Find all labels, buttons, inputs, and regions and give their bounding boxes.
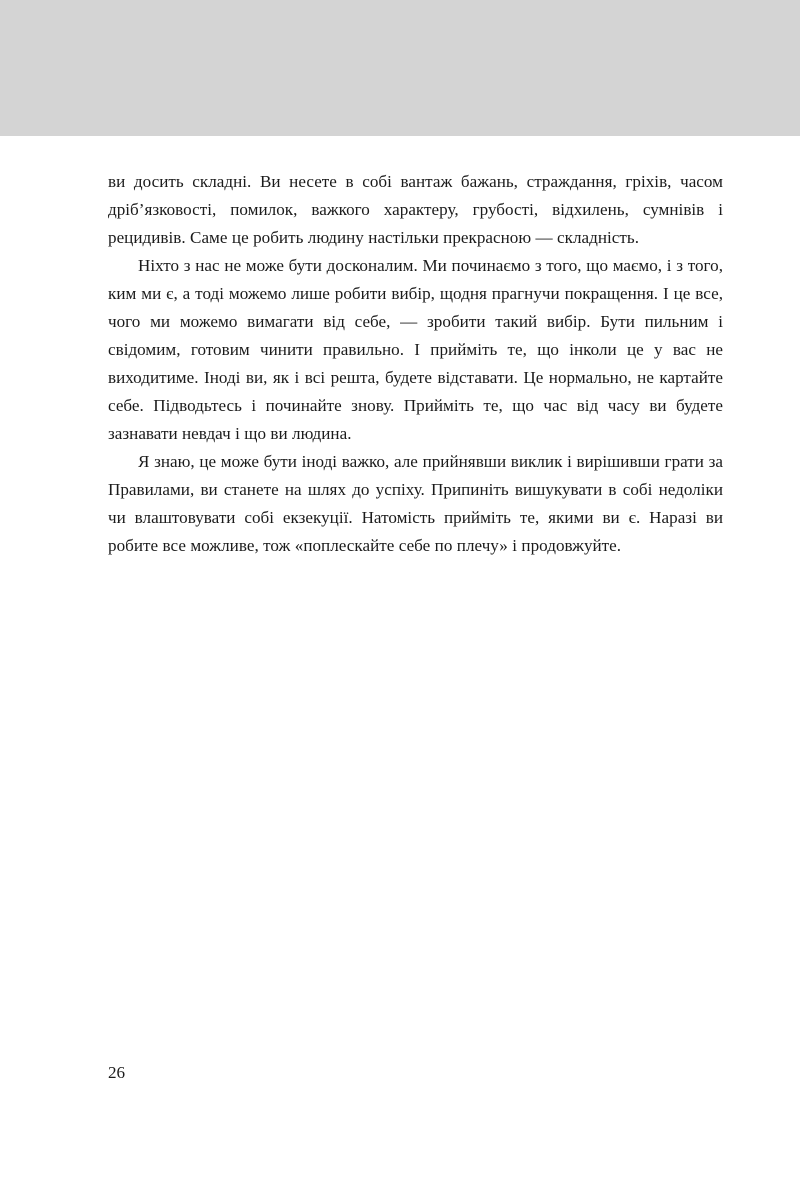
- page-top-gray-band: [0, 0, 800, 136]
- body-paragraph-1: ви досить складні. Ви несете в собі вантаж бажань, страждання, гріхів, часом дріб’язковості, помилок, важкого характеру, грубості, відхилень, сумнівів і рецидивів. Саме це робить людину настільки прекрасною — складність.: [108, 172, 723, 247]
- page-number: 26: [108, 1063, 126, 1082]
- body-paragraph-2: Ніхто з нас не може бути досконалим. Ми починаємо з того, що маємо, і з того, ким ми є, а тоді можемо лише робити вибір, щодня прагнучи покращення. І це все, чого ми можемо вимагати від себе, — зробити такий вибір. Бути пильним і свідомим, готовим чинити правильно. І прийміть те, що інколи це у вас не виходитиме. Іноді ви, як і всі решта, будете відставати. Це нормально, не картайте себе. Підводьтесь і починайте знову. Прийміть те, що час від часу ви будете зазнавати невдач і що ви людина.: [108, 256, 723, 443]
- body-paragraph-3: Я знаю, це може бути іноді важко, але прийнявши виклик і вирішивши грати за Правилами, ви станете на шлях до успіху. Припиніть вишукувати в собі недоліки чи влаштовувати собі екзекуції. Натомість прийміть те, якими ви є. Наразі ви робите все можливе, тож «поплескайте себе по плечу» і продовжуйте.: [108, 452, 723, 555]
- page-text-column: [108, 168, 723, 560]
